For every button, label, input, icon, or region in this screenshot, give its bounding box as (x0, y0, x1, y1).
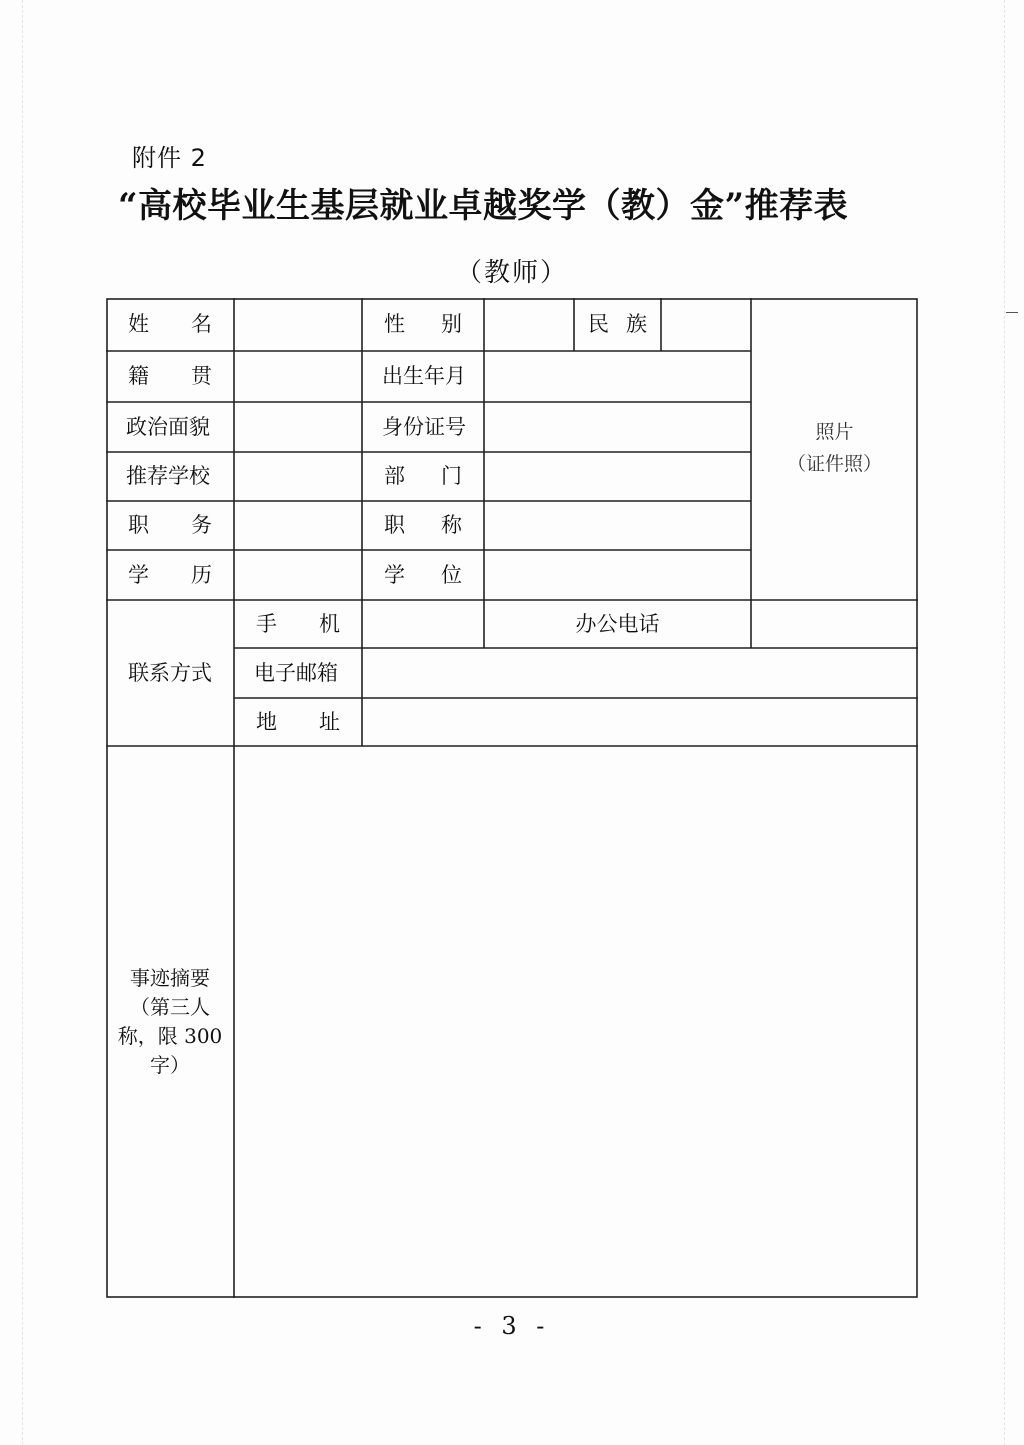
degree-value-cell[interactable] (484, 550, 751, 600)
gender-label-char-2: 别 (441, 312, 462, 337)
address-value-cell[interactable] (362, 698, 918, 746)
department-value-cell[interactable] (484, 452, 751, 501)
photo-label: 照片 (815, 421, 854, 444)
deeds-summary-value-cell[interactable] (234, 746, 918, 1298)
birth-label: 出生年月 (382, 364, 466, 389)
attachment-label: 附件 2 (132, 144, 207, 172)
page-subtitle: （教师） (455, 258, 568, 288)
job-title-value-cell[interactable] (484, 501, 751, 550)
political-status-label: 政治面貌 (126, 414, 210, 439)
deeds-label-line-3: 称，限 300 (117, 1024, 223, 1048)
native-place-label-char-2: 贯 (191, 364, 212, 389)
native-place-label-char-1: 籍 (128, 364, 149, 389)
position-value-cell[interactable] (234, 501, 362, 550)
position-label-char-2: 务 (191, 513, 212, 538)
recommendation-form (106, 298, 918, 1298)
ethnicity-value-cell[interactable] (661, 298, 751, 351)
page-number: - 3 - (473, 1312, 551, 1340)
education-label-char-1: 学 (128, 562, 149, 587)
education-label (106, 550, 234, 600)
photo-sublabel: （证件照） (786, 453, 882, 475)
degree-label-char-1: 学 (384, 562, 405, 587)
office-phone-label: 办公电话 (575, 611, 660, 636)
gender-label (362, 298, 484, 351)
address-label-char-1: 地 (256, 709, 277, 734)
gender-label-char-1: 性 (384, 312, 405, 337)
department-label (362, 452, 484, 501)
ethnicity-label-char-2: 族 (626, 312, 647, 337)
mobile-label (234, 600, 362, 648)
gender-value-cell[interactable] (484, 298, 574, 351)
office-phone-value-cell[interactable] (751, 600, 918, 648)
department-label-char-1: 部 (384, 464, 405, 489)
page-title: “高校毕业生基层就业卓越奖学（教）金”推荐表 (118, 186, 849, 226)
deeds-label-line-1: 事迹摘要 (130, 966, 210, 990)
scan-edge-right (1004, 0, 1005, 1445)
native-place-value-cell[interactable] (234, 351, 362, 402)
ethnicity-label (574, 298, 661, 351)
id-number-label: 身份证号 (382, 414, 466, 439)
ethnicity-label-char-1: 民 (588, 312, 609, 337)
mobile-label-char-1: 手 (256, 611, 277, 636)
mobile-value-cell[interactable] (362, 600, 484, 648)
address-label (234, 698, 362, 746)
name-label-char-2: 名 (191, 312, 212, 337)
position-label (106, 501, 234, 550)
degree-label-char-2: 位 (441, 562, 462, 587)
birth-value-cell[interactable] (484, 351, 751, 402)
school-value-cell[interactable] (234, 452, 362, 501)
job-title-label-char-1: 职 (384, 513, 405, 538)
education-label-char-2: 历 (191, 562, 212, 587)
job-title-label (362, 501, 484, 550)
degree-label (362, 550, 484, 600)
address-label-char-2: 址 (319, 709, 340, 734)
school-label: 推荐学校 (126, 464, 210, 489)
id-number-value-cell[interactable] (484, 402, 751, 452)
deeds-label-line-2: （第三人 (130, 995, 210, 1019)
photo-cell[interactable] (751, 298, 918, 600)
job-title-label-char-2: 称 (441, 513, 462, 538)
name-value-cell[interactable] (234, 298, 362, 351)
email-label: 电子邮箱 (254, 660, 338, 685)
name-label (106, 298, 234, 351)
mobile-label-char-2: 机 (319, 611, 340, 636)
email-value-cell[interactable] (362, 648, 918, 698)
position-label-char-1: 职 (128, 513, 149, 538)
deeds-summary-label (106, 746, 234, 1298)
political-status-value-cell[interactable] (234, 402, 362, 452)
deeds-label-line-4: 字） (150, 1053, 190, 1077)
name-label-char-1: 姓 (128, 312, 149, 337)
department-label-char-2: 门 (441, 464, 462, 489)
native-place-label (106, 351, 234, 402)
contact-label: 联系方式 (128, 660, 212, 685)
education-value-cell[interactable] (234, 550, 362, 600)
scan-edge-left (22, 0, 23, 1445)
scan-edge-mark (1006, 312, 1018, 313)
